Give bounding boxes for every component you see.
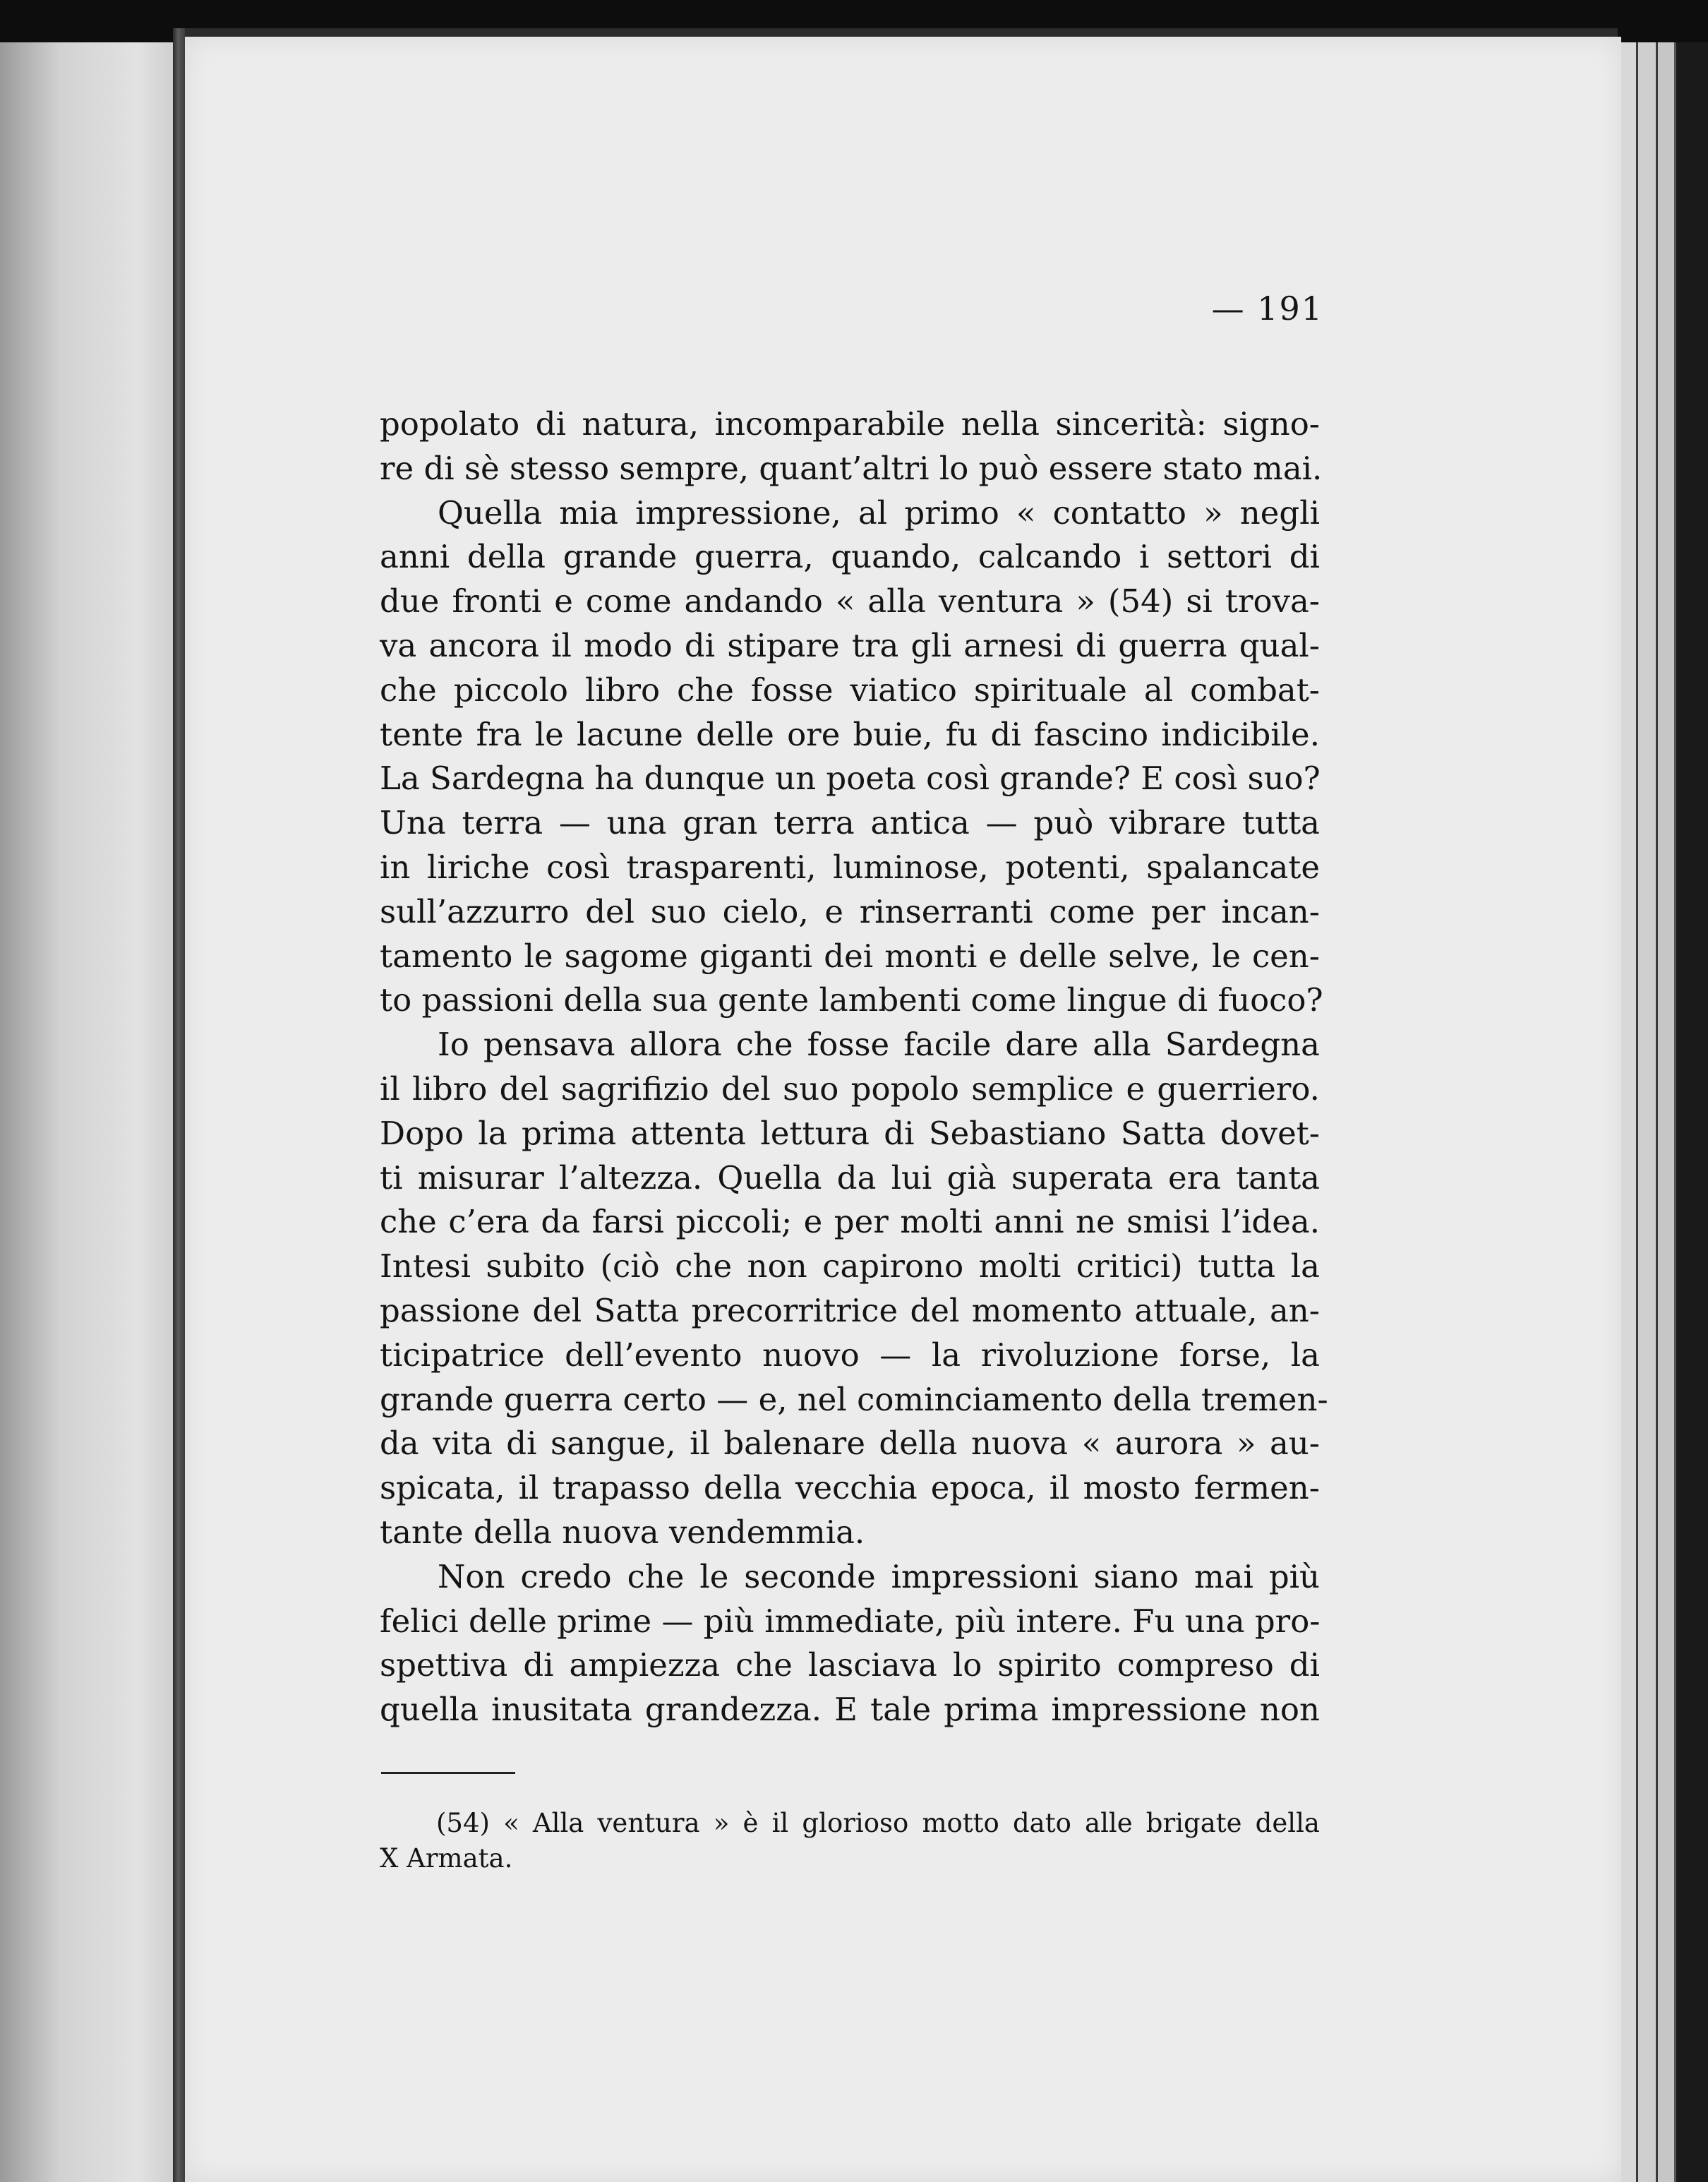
body-text [380, 402, 1328, 1732]
text-line: Quella mia impressione, al primo « contatto » negli [438, 493, 1320, 532]
text-line: che piccolo libro che fosse viatico spirituale al combat- [380, 671, 1320, 709]
text-line: in liriche così trasparenti, luminose, potenti, spalancate [380, 848, 1320, 886]
text-line: anni della grande guerra, quando, calcando i settori di [380, 538, 1320, 576]
text-line: Dopo la prima attenta lettura di Sebastiano Satta dovet- [380, 1114, 1320, 1152]
text-line: due fronti e come andando « alla ventura » (54) si trova- [380, 582, 1320, 621]
text-line: tante della nuova vendemmia. [380, 1513, 865, 1551]
text-line: felici delle prime — più immediate, più intere. Fu una pro- [380, 1602, 1321, 1640]
text-line: re di sè stesso sempre, quant’altri lo può essere stato mai. [380, 449, 1323, 487]
text-line: ti misurar l’altezza. Quella da lui già superata era tanta [380, 1158, 1320, 1197]
footnote-line: X Armata. [380, 1843, 513, 1874]
text-line: to passioni della sua gente lambenti come lingue di fuoco? [380, 981, 1323, 1019]
text-line: La Sardegna ha dunque un poeta così grande? E così suo? [380, 760, 1321, 798]
page-stack-edge [1674, 42, 1708, 2182]
text-line: Non credo che le seconde impressioni siano mai più [438, 1557, 1320, 1595]
page-stack-edge [1636, 42, 1656, 2182]
text-line: Intesi subito (ciò che non capirono molti critici) tutta la [380, 1247, 1320, 1285]
text-line: il libro del sagrifizio del suo popolo semplice e guerriero. [380, 1069, 1320, 1108]
footnote-rule [381, 1772, 515, 1774]
text-line: Io pensava allora che fosse facile dare alla Sardegna [438, 1026, 1320, 1064]
text-line: quella inusitata grandezza. E tale prima impressione non [380, 1691, 1320, 1729]
text-line: da vita di sangue, il balenare della nuova « aurora » au- [380, 1425, 1320, 1463]
text-line: Una terra — una gran terra antica — può vibrare tutta [380, 804, 1320, 842]
page-number: — 191 [1211, 289, 1323, 328]
text-line: grande guerra certo — e, nel cominciamento della tremen- [380, 1380, 1328, 1418]
text-line: spicata, il trapasso della vecchia epoca, il mosto fermen- [380, 1469, 1320, 1507]
text-line: spettiva di ampiezza che lasciava lo spirito compreso di [380, 1646, 1320, 1684]
text-line: tamento le sagome giganti dei monti e delle selve, le cen- [380, 937, 1320, 975]
previous-page-edge [0, 42, 173, 2182]
text-line: tente fra le lacune delle ore buie, fu di fascino indicibile. [380, 715, 1320, 753]
text-line: passione del Satta precorritrice del momento attuale, an- [380, 1291, 1320, 1329]
text-line: sull’azzurro del suo cielo, e rinserranti come per incan- [380, 892, 1320, 930]
footnote-line: (54) « Alla ventura » è il glorioso motto dato alle brigate della [436, 1808, 1320, 1838]
book-gutter [173, 28, 186, 2182]
text-line: popolato di natura, incomparabile nella sincerità: signo- [380, 405, 1320, 443]
page-stack-edge [1656, 42, 1675, 2182]
text-line: ticipatrice dell’evento nuovo — la rivoluzione forse, la [380, 1336, 1320, 1374]
text-line: che c’era da farsi piccoli; e per molti anni ne smisi l’idea. [380, 1203, 1320, 1241]
text-line: va ancora il modo di stipare tra gli arnesi di guerra qual- [380, 626, 1320, 664]
footnote [380, 1806, 1320, 1876]
